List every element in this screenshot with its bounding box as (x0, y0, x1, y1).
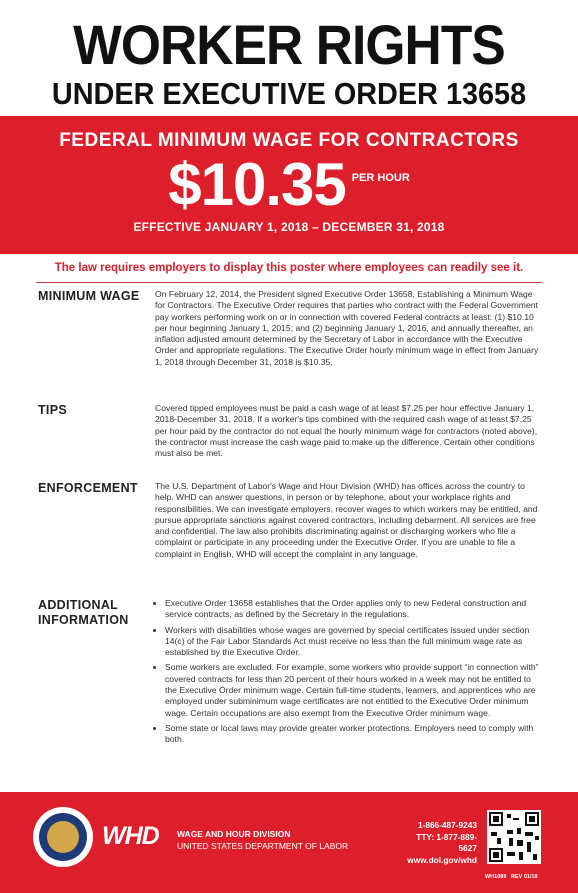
section-text (155, 598, 543, 750)
section-tips (38, 403, 544, 473)
list-item: • Workers with disabilities whose wages are governed by special certificates issued under section 14(c) of the Fair Labor Standards Act must receive no less than the full minimum wage rate as established by the Executive Order. (165, 625, 543, 659)
section-text: On February 12, 2014, the President signed Executive Order 13658, Establishing a Minimum Wage for Contractors. The Executive Order requires that parties who contract with the Federal Government pay workers performing work on or in connection with covered Federal contracts at least: (1) $10.10 per hour beginning January 1, 2015; and (2) beginning January 1, 2016, and annually thereafter, an inflation adjusted amount determined by the Secretary of Labor in accordance with the Executive Order and appropriate regulations. The Executive Order hourly minimum wage in effect from January 1, 2018 through December 31, 2018 is $10.35. (155, 289, 539, 367)
wage-unit: PER HOUR (351, 172, 410, 184)
poster-title: WORKER RIGHTS (73, 13, 505, 76)
form-code: WH1089 REV 01/18 (485, 874, 538, 880)
phone-number: 1-866-487-9243 (417, 820, 477, 830)
whd-logo: WHD (102, 822, 159, 850)
label-line: ADDITIONAL (38, 598, 119, 612)
qr-code-icon[interactable] (487, 810, 541, 864)
section-label (38, 598, 150, 628)
department-name: UNITED STATES DEPARTMENT OF LABOR (177, 841, 349, 851)
footer (0, 792, 578, 893)
effective-dates: EFFECTIVE JANUARY 1, 2018 – DECEMBER 31, 2018 (133, 220, 445, 234)
divider (36, 282, 542, 283)
tty-number: TTY: 1-877-889-5627 (416, 831, 477, 853)
poster-subtitle: UNDER EXECUTIVE ORDER 13658 (51, 76, 527, 111)
bullet-list (155, 598, 543, 746)
section-label: TIPS (38, 403, 67, 417)
agency-name (177, 828, 348, 852)
display-notice: The law requires employers to display this poster where employees can readily see it. (54, 262, 524, 274)
banner-heading: FEDERAL MINIMUM WAGE FOR CONTRACTORS (59, 130, 519, 151)
wage-banner (0, 116, 578, 254)
section-minimum-wage (38, 289, 544, 389)
website-link[interactable]: www.dol.gov/whd (407, 854, 477, 865)
division-name: WAGE AND HOUR DIVISION (177, 829, 291, 839)
label-line: INFORMATION (38, 613, 129, 627)
section-label: ENFORCEMENT (38, 481, 138, 495)
section-text: Covered tipped employees must be paid a cash wage of at least $7.25 per hour effective January 1, 2018-December 31, 2018. If a worker's tips combined with the required cash wage of at least $7.25 per hour paid by the contractor do not equal the hourly minimum wage for contractors (noted above), the contractor must increase the cash wage paid to make up the difference. Certain other conditions must also be met. (155, 403, 538, 459)
list-item: • Some workers are excluded. For example, some workers who provide support “in connection with” covered contracts for less than 20 percent of their hours worked in a week may not be entitled to the Executive Order minimum wage. Certain full-time students, learners, and apprentices who are employed under subminimum wage certificates are not entitled to the Executive Order minimum wage. Certain occupations are also exempt from the Executive Order minimum wage. (165, 662, 543, 718)
contact-info (407, 820, 477, 866)
dol-seal-icon (33, 807, 93, 867)
list-item: • Some state or local laws may provide greater worker protections. Employers need to comply with both. (165, 723, 543, 746)
list-item: • Executive Order 13658 establishes that the Order applies only to new Federal construction and service contracts, as defined by the Secretary in the regulations. (165, 598, 543, 621)
wage-display (0, 150, 578, 220)
section-enforcement (38, 481, 544, 581)
section-text: The U.S. Department of Labor's Wage and Hour Division (WHD) has offices across the country to help. WHD can answer questions, in person or by telephone, about your workplace rights and responsibilities. We can investigate employers, recover wages to which workers may be entitled, and pursue appropriate sanctions against covered contractors, including debarment. All services are free and confidential. The law also prohibits discriminating against or discharging workers who file a complaint or participate in any proceeding under the Executive Order. If you are unable to file a complaint in English, WHD will accept the complaint in any language. (155, 481, 538, 559)
section-additional-information (38, 598, 544, 773)
section-label: MINIMUM WAGE (38, 289, 140, 303)
wage-amount: $10.35 (168, 151, 346, 218)
